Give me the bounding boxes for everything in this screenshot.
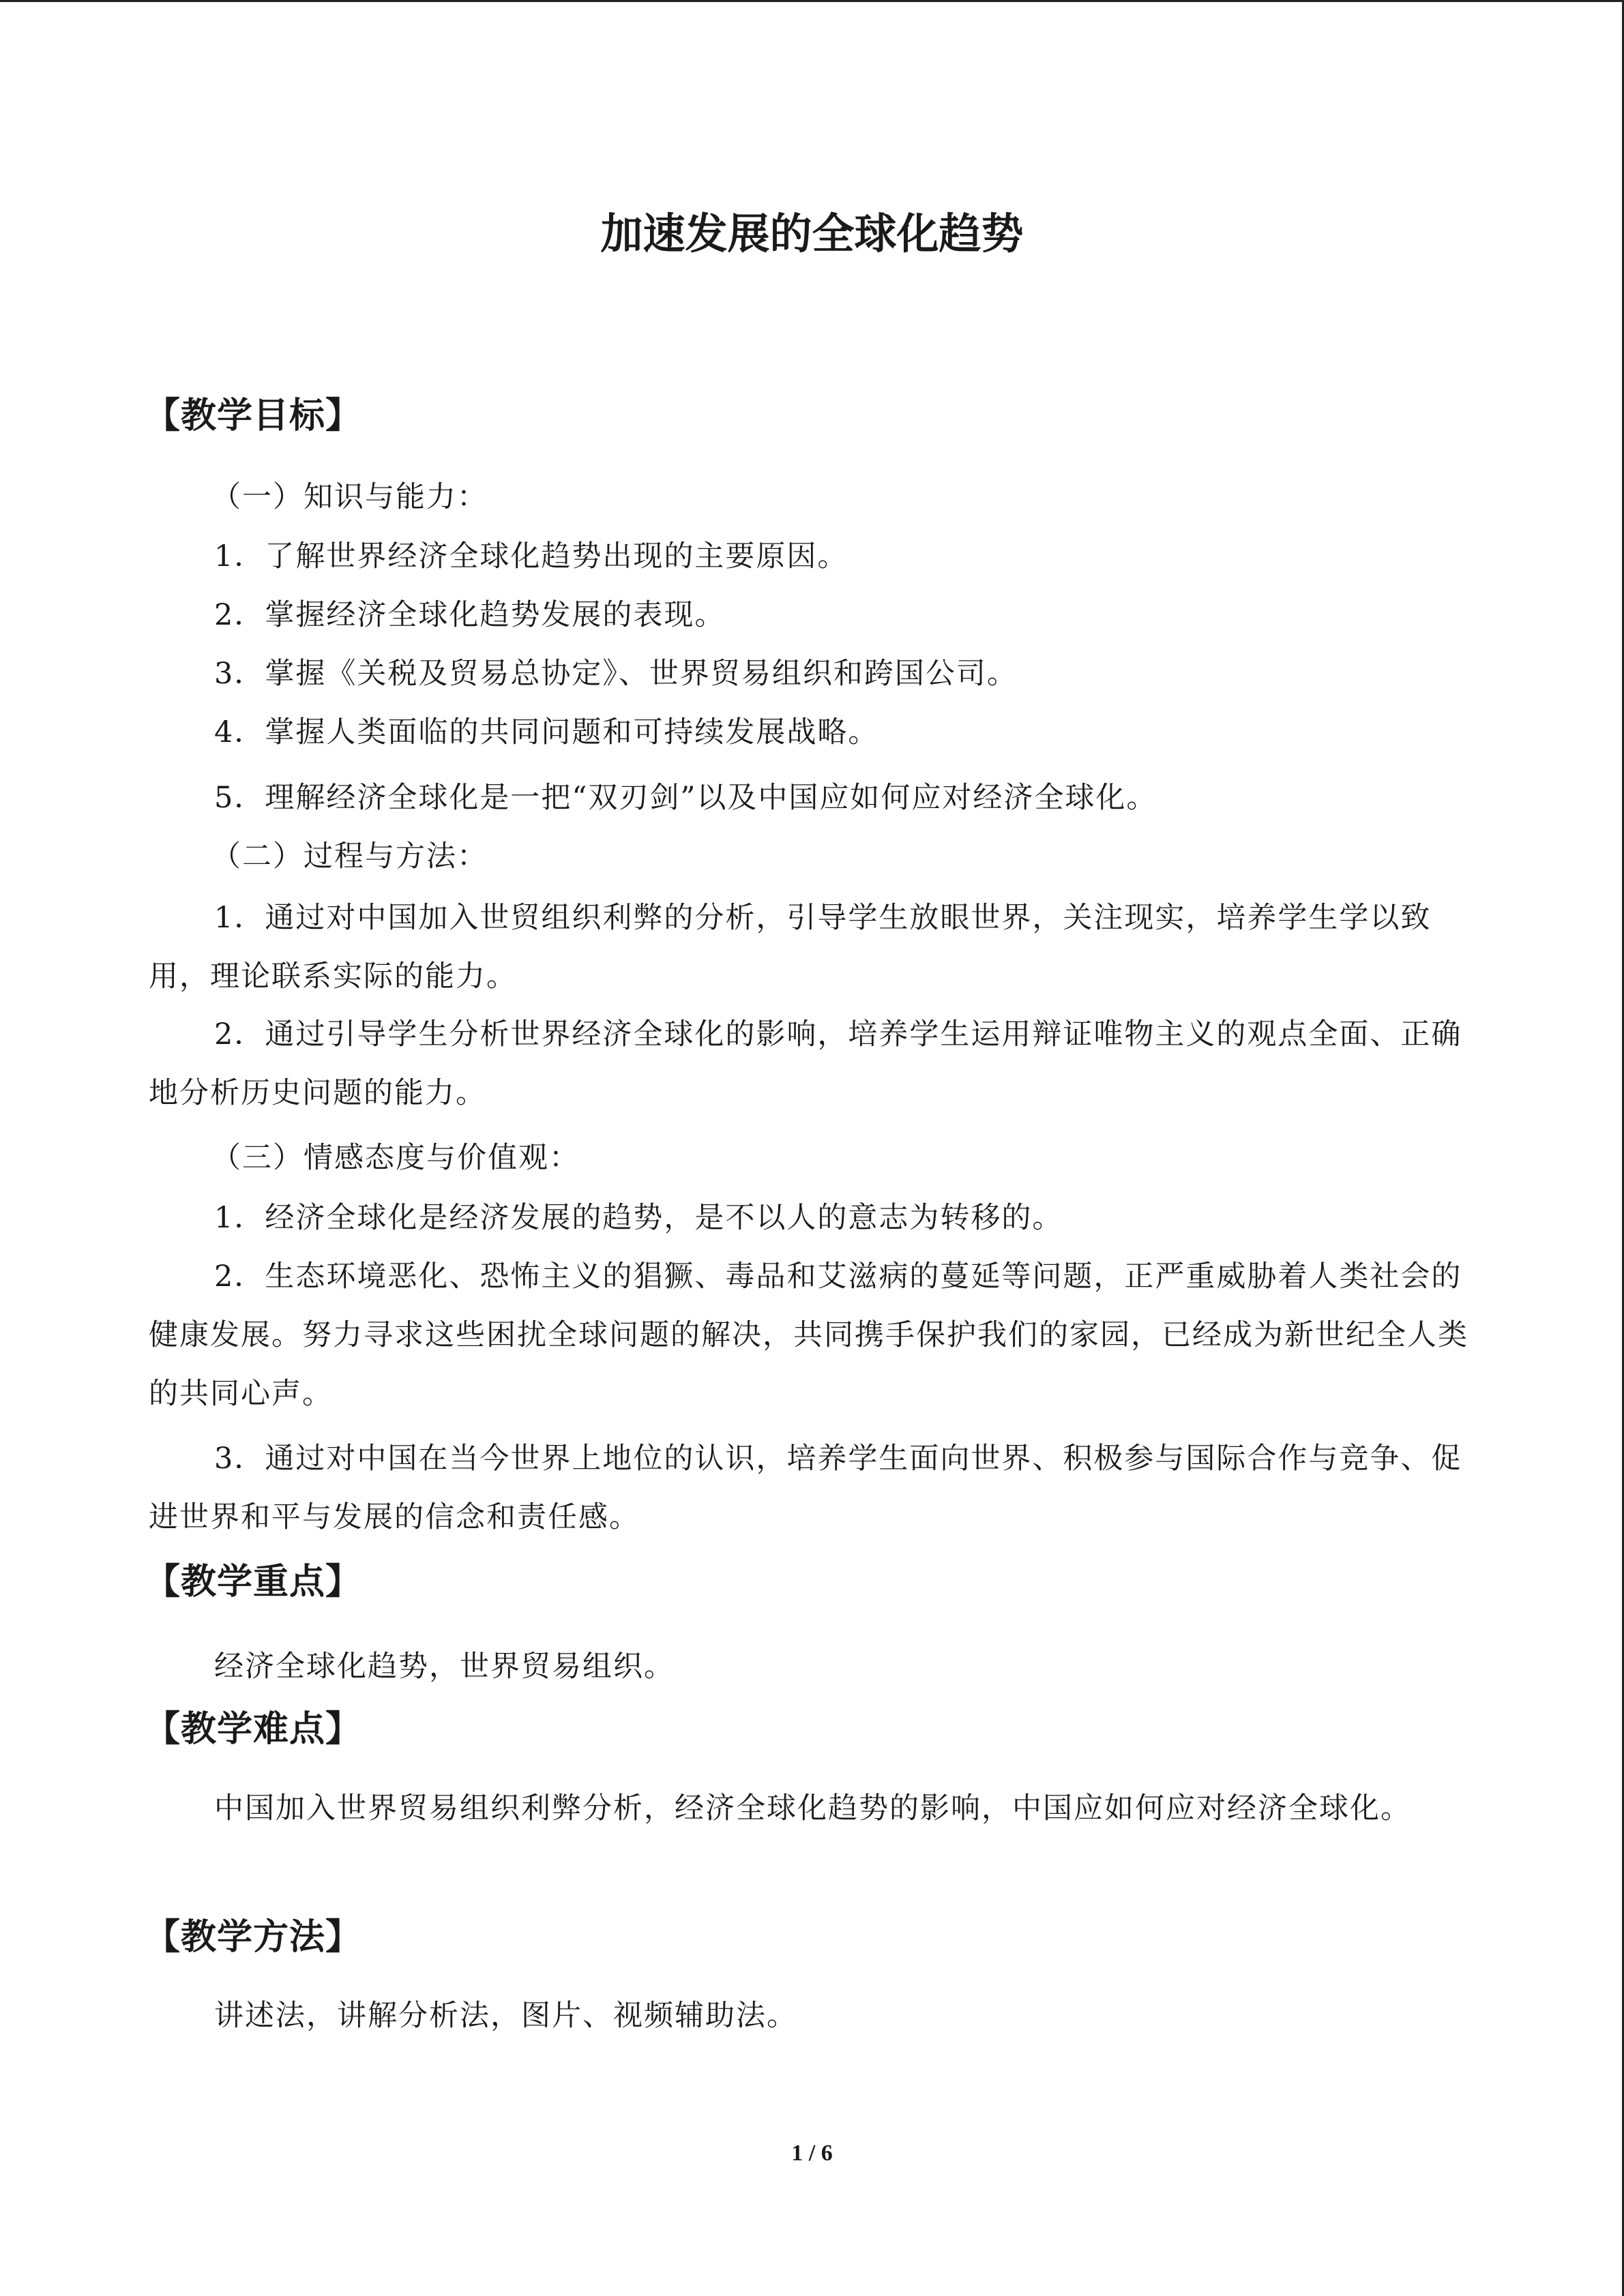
process-item-1: 1．通过对中国加入世贸组织利弊的分析，引导学生放眼世界，关注现实，培养学生学以致用，理论联系实际的能力。	[149, 901, 1432, 994]
difficulties-text: 中国加入世界贸易组织利弊分析，经济全球化趋势的影响，中国应如何应对经济全球化。	[214, 1791, 1411, 1825]
heading-objectives: 【教学目标】	[145, 396, 362, 436]
process-item-2: 2．通过引导学生分析世界经济全球化的影响，培养学生运用辩证唯物主义的观点全面、正确地分析历史问题的能力。	[149, 1017, 1462, 1110]
heading-difficulties: 【教学难点】	[145, 1709, 362, 1750]
knowledge-item-5: 5．理解经济全球化是一把“双刃剑”以及中国应如何应对经济全球化。	[214, 781, 1157, 815]
knowledge-item-1: 1．了解世界经济全球化趋势出现的主要原因。	[214, 539, 848, 573]
heading-key-points: 【教学重点】	[145, 1562, 362, 1602]
document-title: 加速发展的全球化趋势	[600, 209, 1024, 258]
values-item-3: 3．通过对中国在当今世界上地位的认识，培养学生面向世界、积极参与国际合作与竞争、促进世界和平与发展的信念和责任感。	[149, 1442, 1462, 1534]
knowledge-item-3: 3．掌握《关税及贸易总协定》、世界贸易组织和跨国公司。	[214, 657, 1018, 691]
key-points-text: 经济全球化趋势，世界贸易组织。	[214, 1650, 675, 1684]
heading-methods: 【教学方法】	[145, 1917, 362, 1958]
knowledge-item-4: 4．掌握人类面临的共同问题和可持续发展战略。	[214, 715, 879, 749]
knowledge-label: （一）知识与能力：	[211, 480, 488, 514]
page-number: 1 / 6	[791, 2141, 833, 2166]
knowledge-item-2: 2．掌握经济全球化趋势发展的表现。	[214, 598, 726, 632]
process-label: （二）过程与方法：	[211, 839, 488, 874]
methods-text: 讲述法，讲解分析法，图片、视频辅助法。	[214, 1999, 797, 2033]
values-item-2: 2．生态环境恶化、恐怖主义的猖獗、毒品和艾滋病的蔓延等问题，正严重威胁着人类社会的健康发展。努力寻求这些困扰全球问题的解决，共同携手保护我们的家园，已经成为新世纪全人类的共同心声。	[149, 1259, 1468, 1411]
values-item-1: 1．经济全球化是经济发展的趋势，是不以人的意志为转移的。	[214, 1201, 1063, 1235]
values-label: （三）情感态度与价值观：	[211, 1141, 580, 1175]
